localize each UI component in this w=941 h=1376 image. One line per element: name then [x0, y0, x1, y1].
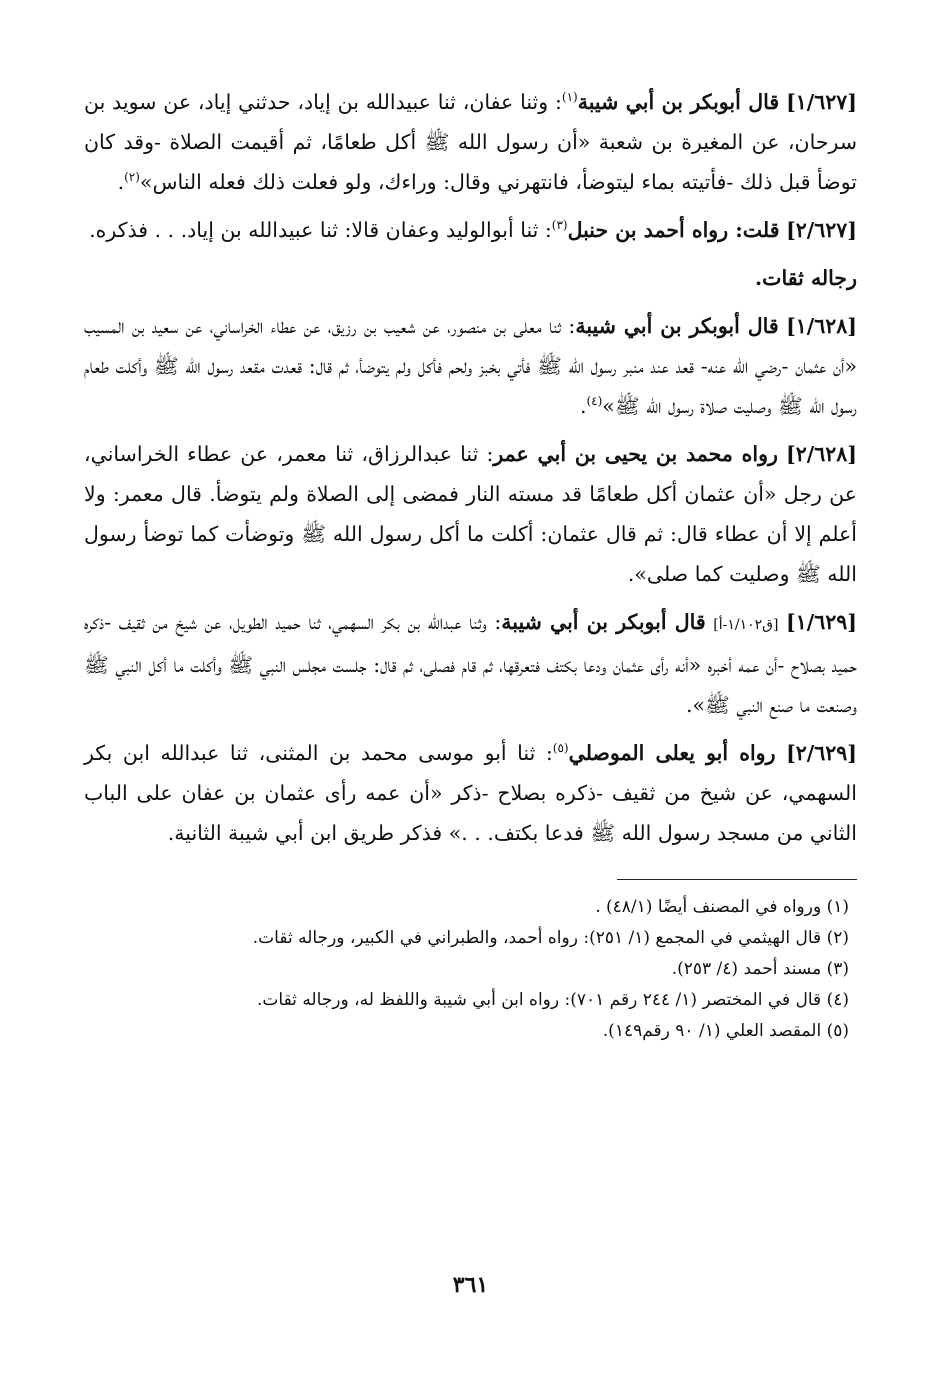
footnote-marker: (٥) [552, 741, 569, 756]
hadith-ref: [١/٦٢٩] [786, 610, 857, 634]
hadith-text: : وثنا عبدالله بن بكر السهمي، ثنا حميد الطويل، عن شيخ من ثقيف -ذكره حميد بصلاح -أن عمه أخبره «أنه رأى عثمان ودعا بكتف فتعرقها، ثم قام فصلى، ثم قال: جلست مجلس النبي ﷺ وأكلت ما أكل النبي ﷺ وصنعت ما صنع النبي ﷺ». [84, 610, 857, 717]
hadith-source: رواه محمد بن يحيى بن أبي عمر [493, 442, 778, 466]
hadith-paragraph [84, 434, 857, 594]
hadith-ref: [١/٦٢٧] [786, 90, 857, 114]
hadith-text: : ثنا معلى بن منصور، عن شعيب بن رزيق، عن عطاء الخراساني، عن سعيد بن المسيب «أن عثمان -رضي الله عنه- قعد عند منبر رسول الله ﷺ فأتي بخبز ولحم فأكل ولم يتوضأ، ثم قال: قعدت مقعد رسول الله ﷺ وأكلت طعام رسول الله ﷺ وصليت صلاة رسول الله ﷺ» [84, 314, 857, 418]
hadith-ref: [٢/٦٢٨] [786, 442, 857, 466]
footnotes [84, 892, 857, 1047]
hadith-source: قال أبوبكر بن أبي شيبة [577, 90, 780, 114]
hadith-text: : وثنا عفان، ثنا عبيدالله بن إياد، حدثني إياد، عن سويد بن سرحان، عن المغيرة بن شعبة «أن رسول الله ﷺ أكل طعامًا، ثم أقيمت الصلاة -وقد كان توضأ قبل ذلك -فأتيته بماء ليتوضأ، فانتهرني وقال: وراءك، ولو فعلت ذلك فعله الناس» [84, 90, 857, 194]
footnote: (١) ورواه في المصنف أيضًا (٤٨/١) . [595, 897, 849, 917]
manuscript-marker: [ق١/١٠٢-أ] [713, 617, 779, 633]
hadith-paragraph [84, 602, 857, 725]
footnote: (٤) قال في المختصر (١/ ٢٤٤ رقم ٧٠١): رواه ابن أبي شيبة واللفظ له، ورجاله ثقات. [257, 990, 849, 1010]
hadith-ref: [٢/٦٢٧] [786, 218, 857, 242]
hadith-text: : ثنا عبدالرزاق، ثنا معمر، عن عطاء الخراساني، عن رجل «أن عثمان أكل طعامًا قد مسته النار فمضى إلى الصلاة ولم يتوضأ. قال معمر: ولا أعلم إلا أن عطاء قال: ثم قال عثمان: أكلت ما أكل رسول الله ﷺ وتوضأت كما توضأ رسول الله ﷺ وصليت كما صلى». [84, 442, 857, 586]
hadith-source: قال أبوبكر بن أبي شيبة [501, 610, 706, 634]
footnote-marker: (٣) [551, 218, 568, 233]
page-number: ٣٦١ [452, 1272, 489, 1298]
hadith-paragraph [84, 82, 857, 202]
section-heading: رجاله ثقات. [755, 266, 857, 290]
hadith-source: قلت: رواه أحمد بن حنبل [567, 218, 780, 242]
hadith-text: : ثنا أبو موسى محمد بن المثنى، ثنا عبدالله ابن بكر السهمي، عن شيخ من ثقيف -ذكره بصلاح -ذكر «أن عمه رأى عثمان بن عفان على الباب الثاني من مسجد رسول الله ﷺ فدعا بكتف. . .» فذكر طريق ابن أبي شيبة الثانية. [84, 741, 857, 845]
hadith-tail: . [579, 394, 587, 418]
footnote-divider [617, 879, 857, 880]
hadith-ref: [٢/٦٢٩] [786, 741, 857, 765]
main-text [84, 82, 857, 1047]
hadith-paragraph [84, 306, 857, 426]
hadith-tail: . [117, 170, 125, 194]
footnote-marker: (١) [561, 90, 578, 105]
hadith-source: قال أبوبكر بن أبي شيبة [575, 314, 779, 338]
footnote-marker: (٤) [586, 394, 603, 409]
hadith-ref: [١/٦٢٨] [786, 314, 857, 338]
hadith-paragraph [84, 733, 857, 853]
footnote: (٣) مسند أحمد (٤/ ٢٥٣). [671, 959, 849, 979]
hadith-paragraph [84, 210, 857, 250]
hadith-source: رواه أبو يعلى الموصلي [568, 741, 776, 765]
hadith-text: : ثنا أبوالوليد وعفان قالا: ثنا عبيدالله بن إياد. . . فذكره. [89, 218, 552, 242]
footnote-marker: (٢) [124, 170, 140, 185]
footnote: (٢) قال الهيثمي في المجمع (١/ ٢٥١): رواه أحمد، والطبراني في الكبير، ورجاله ثقات. [252, 928, 849, 948]
footnote: (٥) المقصد العلي (١/ ٩٠ رقم١٤٩). [602, 1021, 849, 1041]
